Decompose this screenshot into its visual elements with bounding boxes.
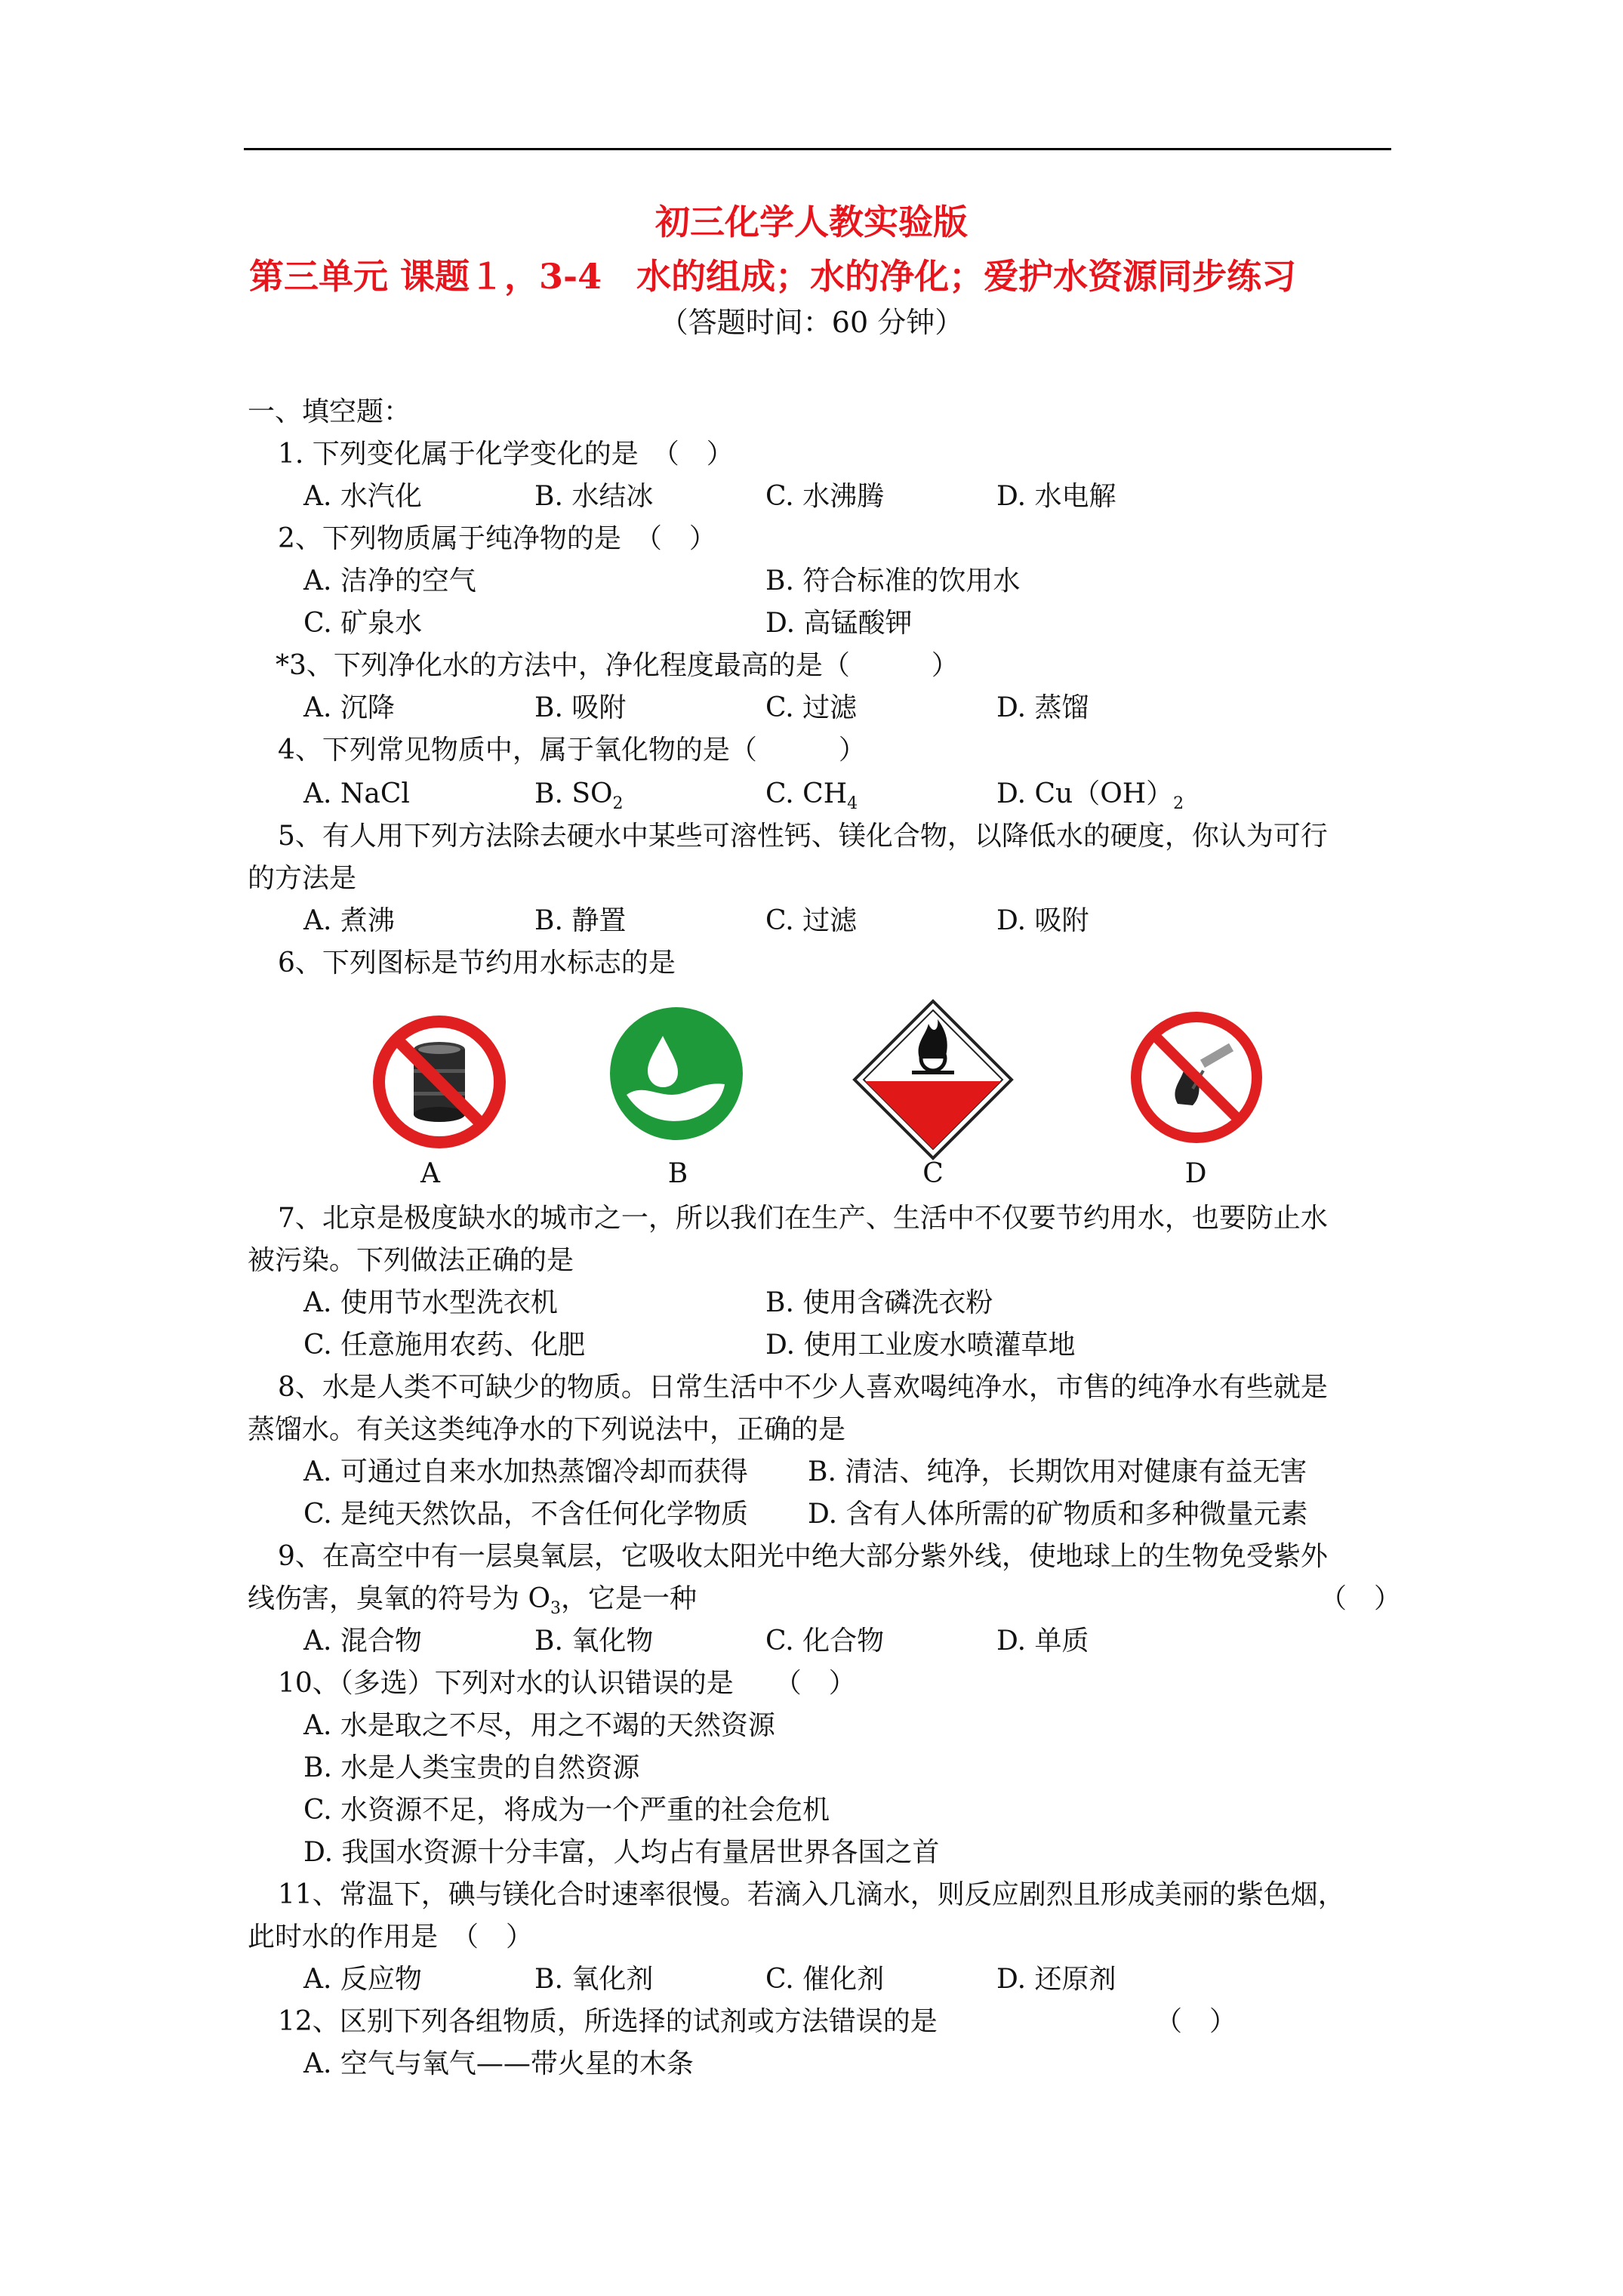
q12-answer-paren: （ ） <box>1155 2006 1237 2037</box>
q9-stem-line1: 9、在高空中有一层臭氧层，它吸收太阳光中绝大部分紫外线，使地球上的生物免受紫外 <box>278 1541 1328 1572</box>
q2-option-a: A. 洁净的空气 <box>303 566 476 596</box>
no-oil-drum-sign-icon <box>364 1010 515 1157</box>
q7-option-a: A. 使用节水型洗衣机 <box>303 1287 558 1318</box>
section-heading: 一、填空题： <box>248 396 411 427</box>
q3-option-a: A. 沉降 <box>303 692 395 723</box>
time-note: （答题时间：60 分钟） <box>659 306 964 339</box>
q1-option-c: C. 水沸腾 <box>765 481 885 512</box>
q4-option-b: B. $SO_2$ <box>534 778 624 813</box>
q1-option-a: A. 水汽化 <box>303 481 422 512</box>
q5-option-a: A. 煮沸 <box>303 905 395 936</box>
q5-stem-line2: 的方法是 <box>248 863 357 894</box>
q8-stem-line1: 8、水是人类不可缺少的物质。日常生活中不少人喜欢喝纯净水，市售的纯净水有些就是 <box>278 1372 1328 1403</box>
q4-option-d: D. $Cu(OH)_2$ <box>996 778 1184 813</box>
q9-option-a: A. 混合物 <box>303 1626 422 1657</box>
q9-option-b: B. 氧化物 <box>534 1626 654 1657</box>
q8-option-c: C. 是纯天然饮品，不含任何化学物质 <box>303 1499 749 1530</box>
q7-option-d: D. 使用工业废水喷灌草地 <box>765 1330 1076 1361</box>
q10-option-b: B. 水是人类宝贵的自然资源 <box>303 1752 640 1783</box>
q1-option-b: B. 水结冰 <box>534 481 654 512</box>
q7-stem-line1: 7、北京是极度缺水的城市之一，所以我们在生产、生活中不仅要节约用水，也要防止水 <box>278 1203 1328 1234</box>
q10-stem: 10、（多选）下列对水的认识错误的是 （ ） <box>278 1668 856 1699</box>
q9-stem-line2: 线伤害，臭氧的符号为 $O_3$，它是一种 <box>248 1583 697 1618</box>
sign-label-c: C <box>922 1158 944 1189</box>
sign-label-b: B <box>667 1158 688 1189</box>
q11-option-a: A. 反应物 <box>303 1964 422 1995</box>
q5-option-c: C. 过滤 <box>765 905 858 936</box>
q7-option-c: C. 任意施用农药、化肥 <box>303 1330 586 1361</box>
q10-option-c: C. 水资源不足，将成为一个严重的社会危机 <box>303 1795 830 1826</box>
q9-answer-paren: （ ） <box>1320 1583 1402 1614</box>
q6-stem: 6、下列图标是节约用水标志的是 <box>278 948 676 978</box>
q3-option-b: B. 吸附 <box>534 692 627 723</box>
q8-stem-line2: 蒸馏水。有关这类纯净水的下列说法中，正确的是 <box>248 1414 846 1445</box>
q1-stem: 1. 下列变化属于化学变化的是 （ ） <box>278 439 734 470</box>
q5-stem-line1: 5、有人用下列方法除去硬水中某些可溶性钙、镁化合物，以降低水的硬度，你认为可行 <box>278 821 1328 852</box>
q4-option-c: C. $CH_4$ <box>765 778 858 813</box>
q12-stem: 12、区别下列各组物质，所选择的试剂或方法错误的是 <box>278 2006 938 2037</box>
q11-option-c: C. 催化剂 <box>765 1964 885 1995</box>
q8-option-a: A. 可通过自来水加热蒸馏冷却而获得 <box>303 1456 748 1487</box>
q7-stem-line2: 被污染。下列做法正确的是 <box>248 1245 574 1276</box>
q2-option-b: B. 符合标准的饮用水 <box>765 566 1021 596</box>
page-title: 初三化学人教实验版 <box>655 202 968 242</box>
q2-stem: 2、下列物质属于纯净物的是 （ ） <box>278 523 716 554</box>
q11-option-d: D. 还原剂 <box>996 1964 1116 1995</box>
oxidizer-hazard-sign-icon <box>850 997 1016 1166</box>
q1-option-d: D. 水电解 <box>996 481 1116 512</box>
q11-option-b: B. 氧化剂 <box>534 1964 654 1995</box>
q3-option-d: D. 蒸馏 <box>996 692 1089 723</box>
q9-option-c: C. 化合物 <box>765 1626 885 1657</box>
q9-option-d: D. 单质 <box>996 1626 1089 1657</box>
sign-label-a: A <box>420 1158 440 1189</box>
q2-option-d: D. 高锰酸钾 <box>765 608 913 639</box>
page-subtitle: 第三单元 课题１，3-4 水的组成；水的净化；爱护水资源同步练习 <box>249 256 1297 297</box>
q3-option-c: C. 过滤 <box>765 692 858 723</box>
q5-option-d: D. 吸附 <box>996 905 1089 936</box>
water-saving-sign-icon <box>608 1006 744 1145</box>
no-open-fire-sign-icon <box>1125 1006 1268 1152</box>
q8-option-d: D. 含有人体所需的矿物质和多种微量元素 <box>808 1499 1308 1530</box>
q7-option-b: B. 使用含磷洗衣粉 <box>765 1287 993 1318</box>
header-rule <box>244 148 1391 150</box>
sign-label-d: D <box>1184 1158 1207 1189</box>
q4-option-a: A. NaCl <box>303 778 410 809</box>
q10-option-d: D. 我国水资源十分丰富，人均占有量居世界各国之首 <box>303 1837 940 1868</box>
q11-stem-line1: 11、常温下，碘与镁化合时速率很慢。若滴入几滴水，则反应剧烈且形成美丽的紫色烟， <box>278 1879 1345 1910</box>
q4-stem: 4、下列常见物质中，属于氧化物的是（ ） <box>278 735 866 766</box>
q8-option-b: B. 清洁、纯净，长期饮用对健康有益无害 <box>808 1456 1307 1487</box>
q12-option-a: A. 空气与氧气——带火星的木条 <box>303 2048 694 2079</box>
q3-stem: *3、下列净化水的方法中，净化程度最高的是（ ） <box>276 650 959 681</box>
q2-option-c: C. 矿泉水 <box>303 608 423 639</box>
q11-stem-line2: 此时水的作用是 （ ） <box>248 1922 534 1952</box>
q10-option-a: A. 水是取之不尽，用之不竭的天然资源 <box>303 1710 775 1741</box>
q5-option-b: B. 静置 <box>534 905 627 936</box>
